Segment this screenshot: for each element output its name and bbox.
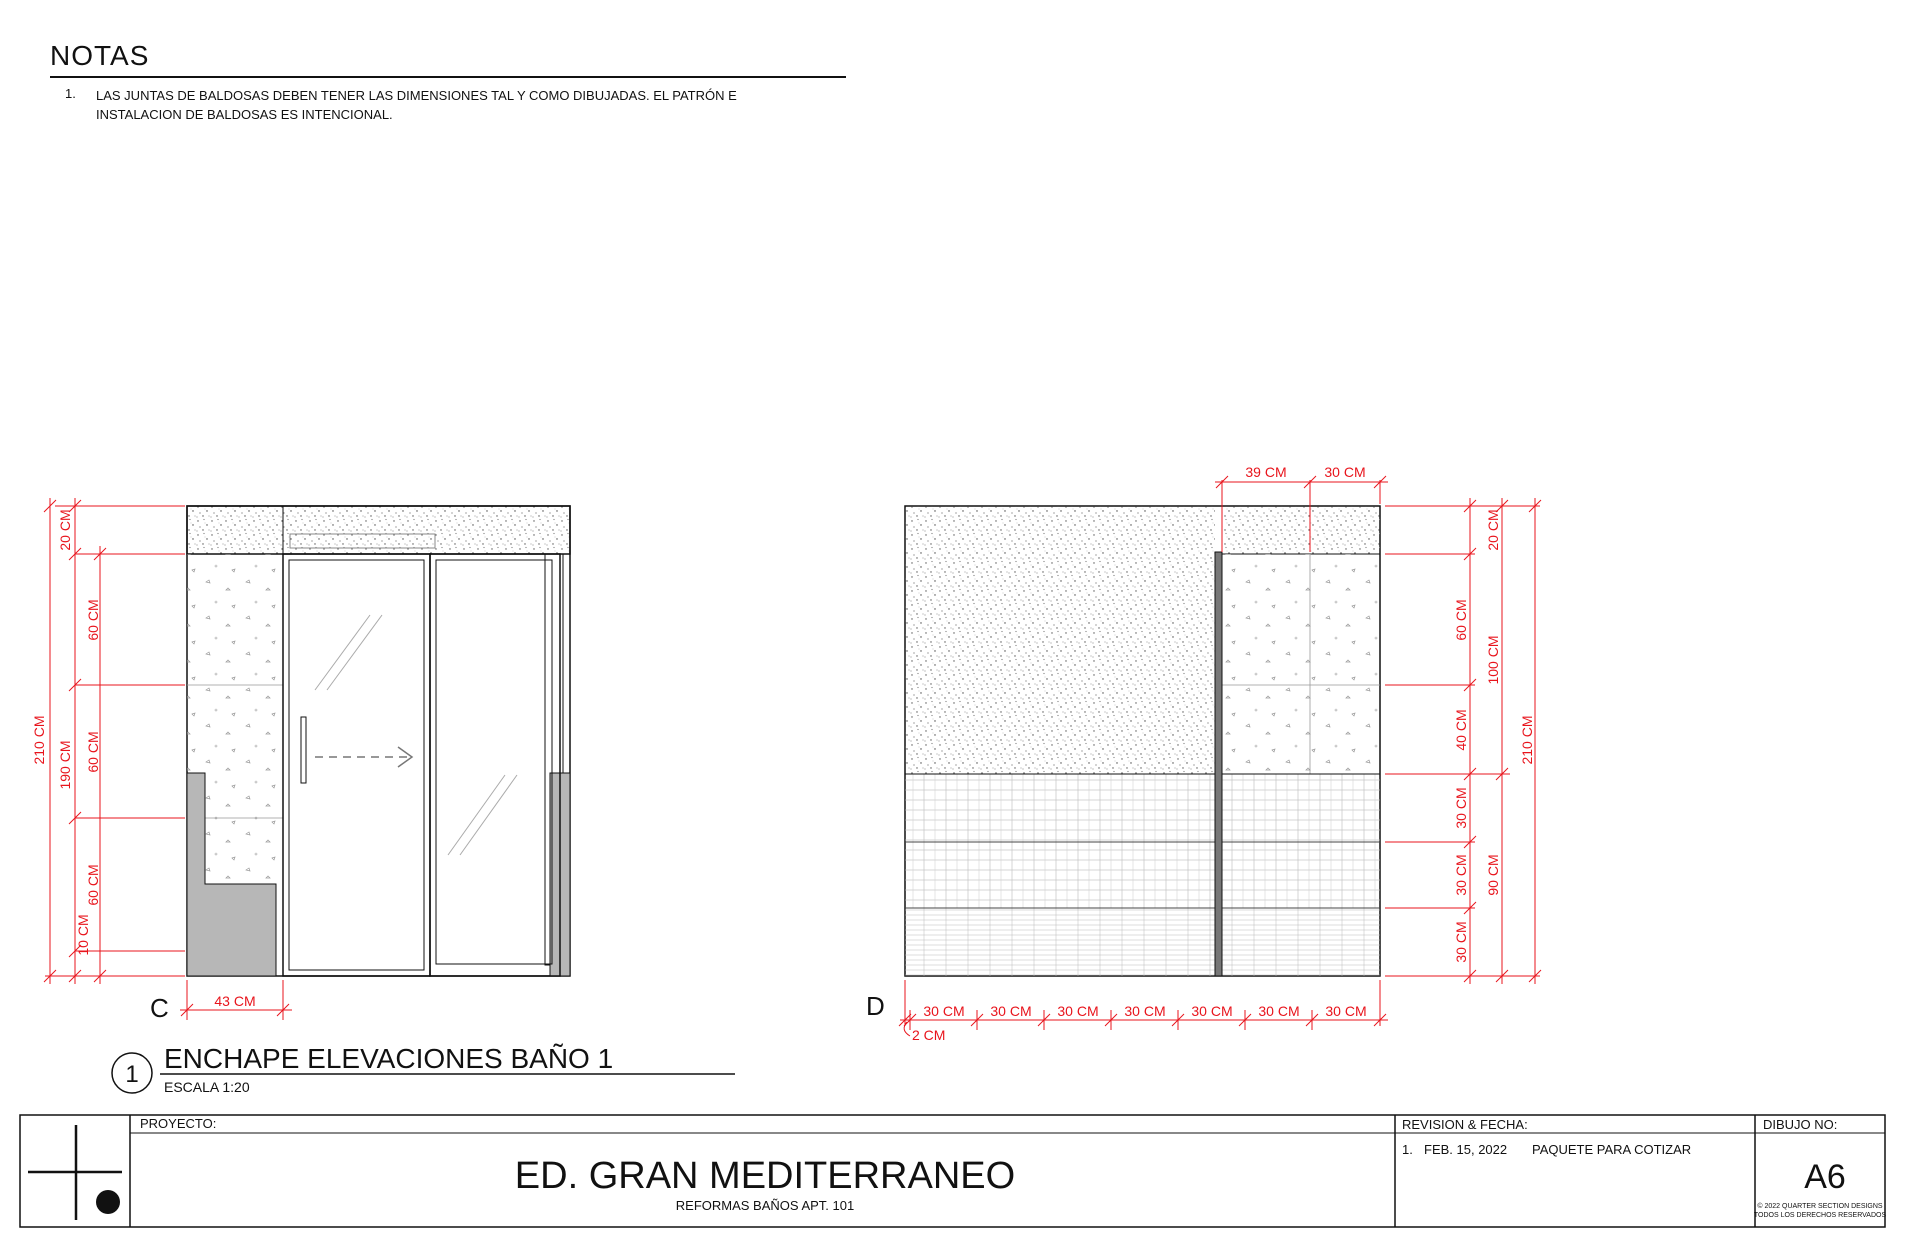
note-number: 1. [65,86,76,101]
elev-c-dim-60b: 60 CM [85,731,101,773]
project-name: ED. GRAN MEDITERRANEO [514,1155,1016,1197]
elev-d-dim-bottom-4: 30 CM [1124,1003,1166,1019]
elev-c-door-left [283,554,430,976]
elev-c-dim-60a: 60 CM [85,599,101,641]
proyecto-label: PROYECTO: [140,1116,217,1131]
elev-c-marker: C [150,993,169,1023]
elev-c-door-right [430,554,560,976]
elev-d-marker: D [866,991,885,1021]
drawing-number: 1 [125,1061,139,1088]
elevation-c [187,506,570,976]
elev-d-speckle-field [905,506,1215,774]
elev-d-dim-60: 60 CM [1453,599,1469,641]
elev-c-dim-10: 10 CM [75,914,91,956]
elev-d-dim-30c: 30 CM [1453,921,1469,963]
revision-description: PAQUETE PARA COTIZAR [1532,1142,1692,1157]
elev-d-dim-bottom-1: 30 CM [923,1003,965,1019]
sheet-number: A6 [1804,1158,1846,1196]
elev-d-dim-bottom-5: 30 CM [1191,1003,1233,1019]
revision-date: FEB. 15, 2022 [1424,1142,1508,1157]
elev-d-dim-100: 100 CM [1485,635,1501,685]
elev-d-dim-bottom-3: 30 CM [1057,1003,1099,1019]
elev-d-glass-partition [1215,552,1222,976]
revision-number: 1. [1402,1142,1413,1157]
copyright-line-1: © 2022 QUARTER SECTION DESIGNS [1757,1203,1883,1210]
elev-c-dim-20: 20 CM [57,509,73,551]
elev-d-dim-20: 20 CM [1485,509,1501,551]
drawing-scale: ESCALA 1:20 [164,1079,250,1095]
elev-c-door-handle [301,717,306,783]
elev-d-dim-90: 90 CM [1485,854,1501,896]
revision-label: REVISION & FECHA: [1402,1117,1528,1132]
elev-d-dim-bottom-2: 30 CM [990,1003,1032,1019]
logo-icon [28,1125,122,1220]
elev-d-dim-top-39: 39 CM [1245,464,1287,480]
project-subtitle: REFORMAS BAÑOS APT. 101 [675,1198,855,1213]
elev-c-dim-190: 190 CM [57,740,73,790]
elev-d-dim-40: 40 CM [1453,709,1469,751]
dibujo-label: DIBUJO NO: [1763,1117,1838,1132]
elev-d-dim-30b: 30 CM [1453,854,1469,896]
elev-d-dim-2cm: 2 CM [912,1027,946,1043]
elev-d-dim-bottom-7: 30 CM [1325,1003,1367,1019]
elev-d-dim-bottom-6: 30 CM [1258,1003,1300,1019]
elev-d-dim-top-30: 30 CM [1324,464,1366,480]
note-text: LAS JUNTAS DE BALDOSAS DEBEN TENER LAS DIMENSIONES TAL Y COMO DIBUJADAS. EL PATRÓN E INSTALACION DE BALDOSAS ES INTENCIONAL. [96,88,737,122]
elev-c-dim-210: 210 CM [31,715,47,765]
elev-c-header-band [187,506,570,554]
elev-d-dim-30a: 30 CM [1453,787,1469,829]
notes-title: NOTAS [50,40,150,71]
elevation-d [905,506,1380,976]
elev-c-dim-43: 43 CM [214,993,256,1009]
title-block [20,1115,1886,1227]
drawing-title-text: ENCHAPE ELEVACIONES BAÑO 1 [164,1043,614,1074]
drawing-title [112,1043,735,1095]
elev-d-dim-210: 210 CM [1519,715,1535,765]
copyright-line-2: TODOS LOS DERECHOS RESERVADOS [1753,1212,1887,1219]
elev-c-dim-60c: 60 CM [85,864,101,906]
